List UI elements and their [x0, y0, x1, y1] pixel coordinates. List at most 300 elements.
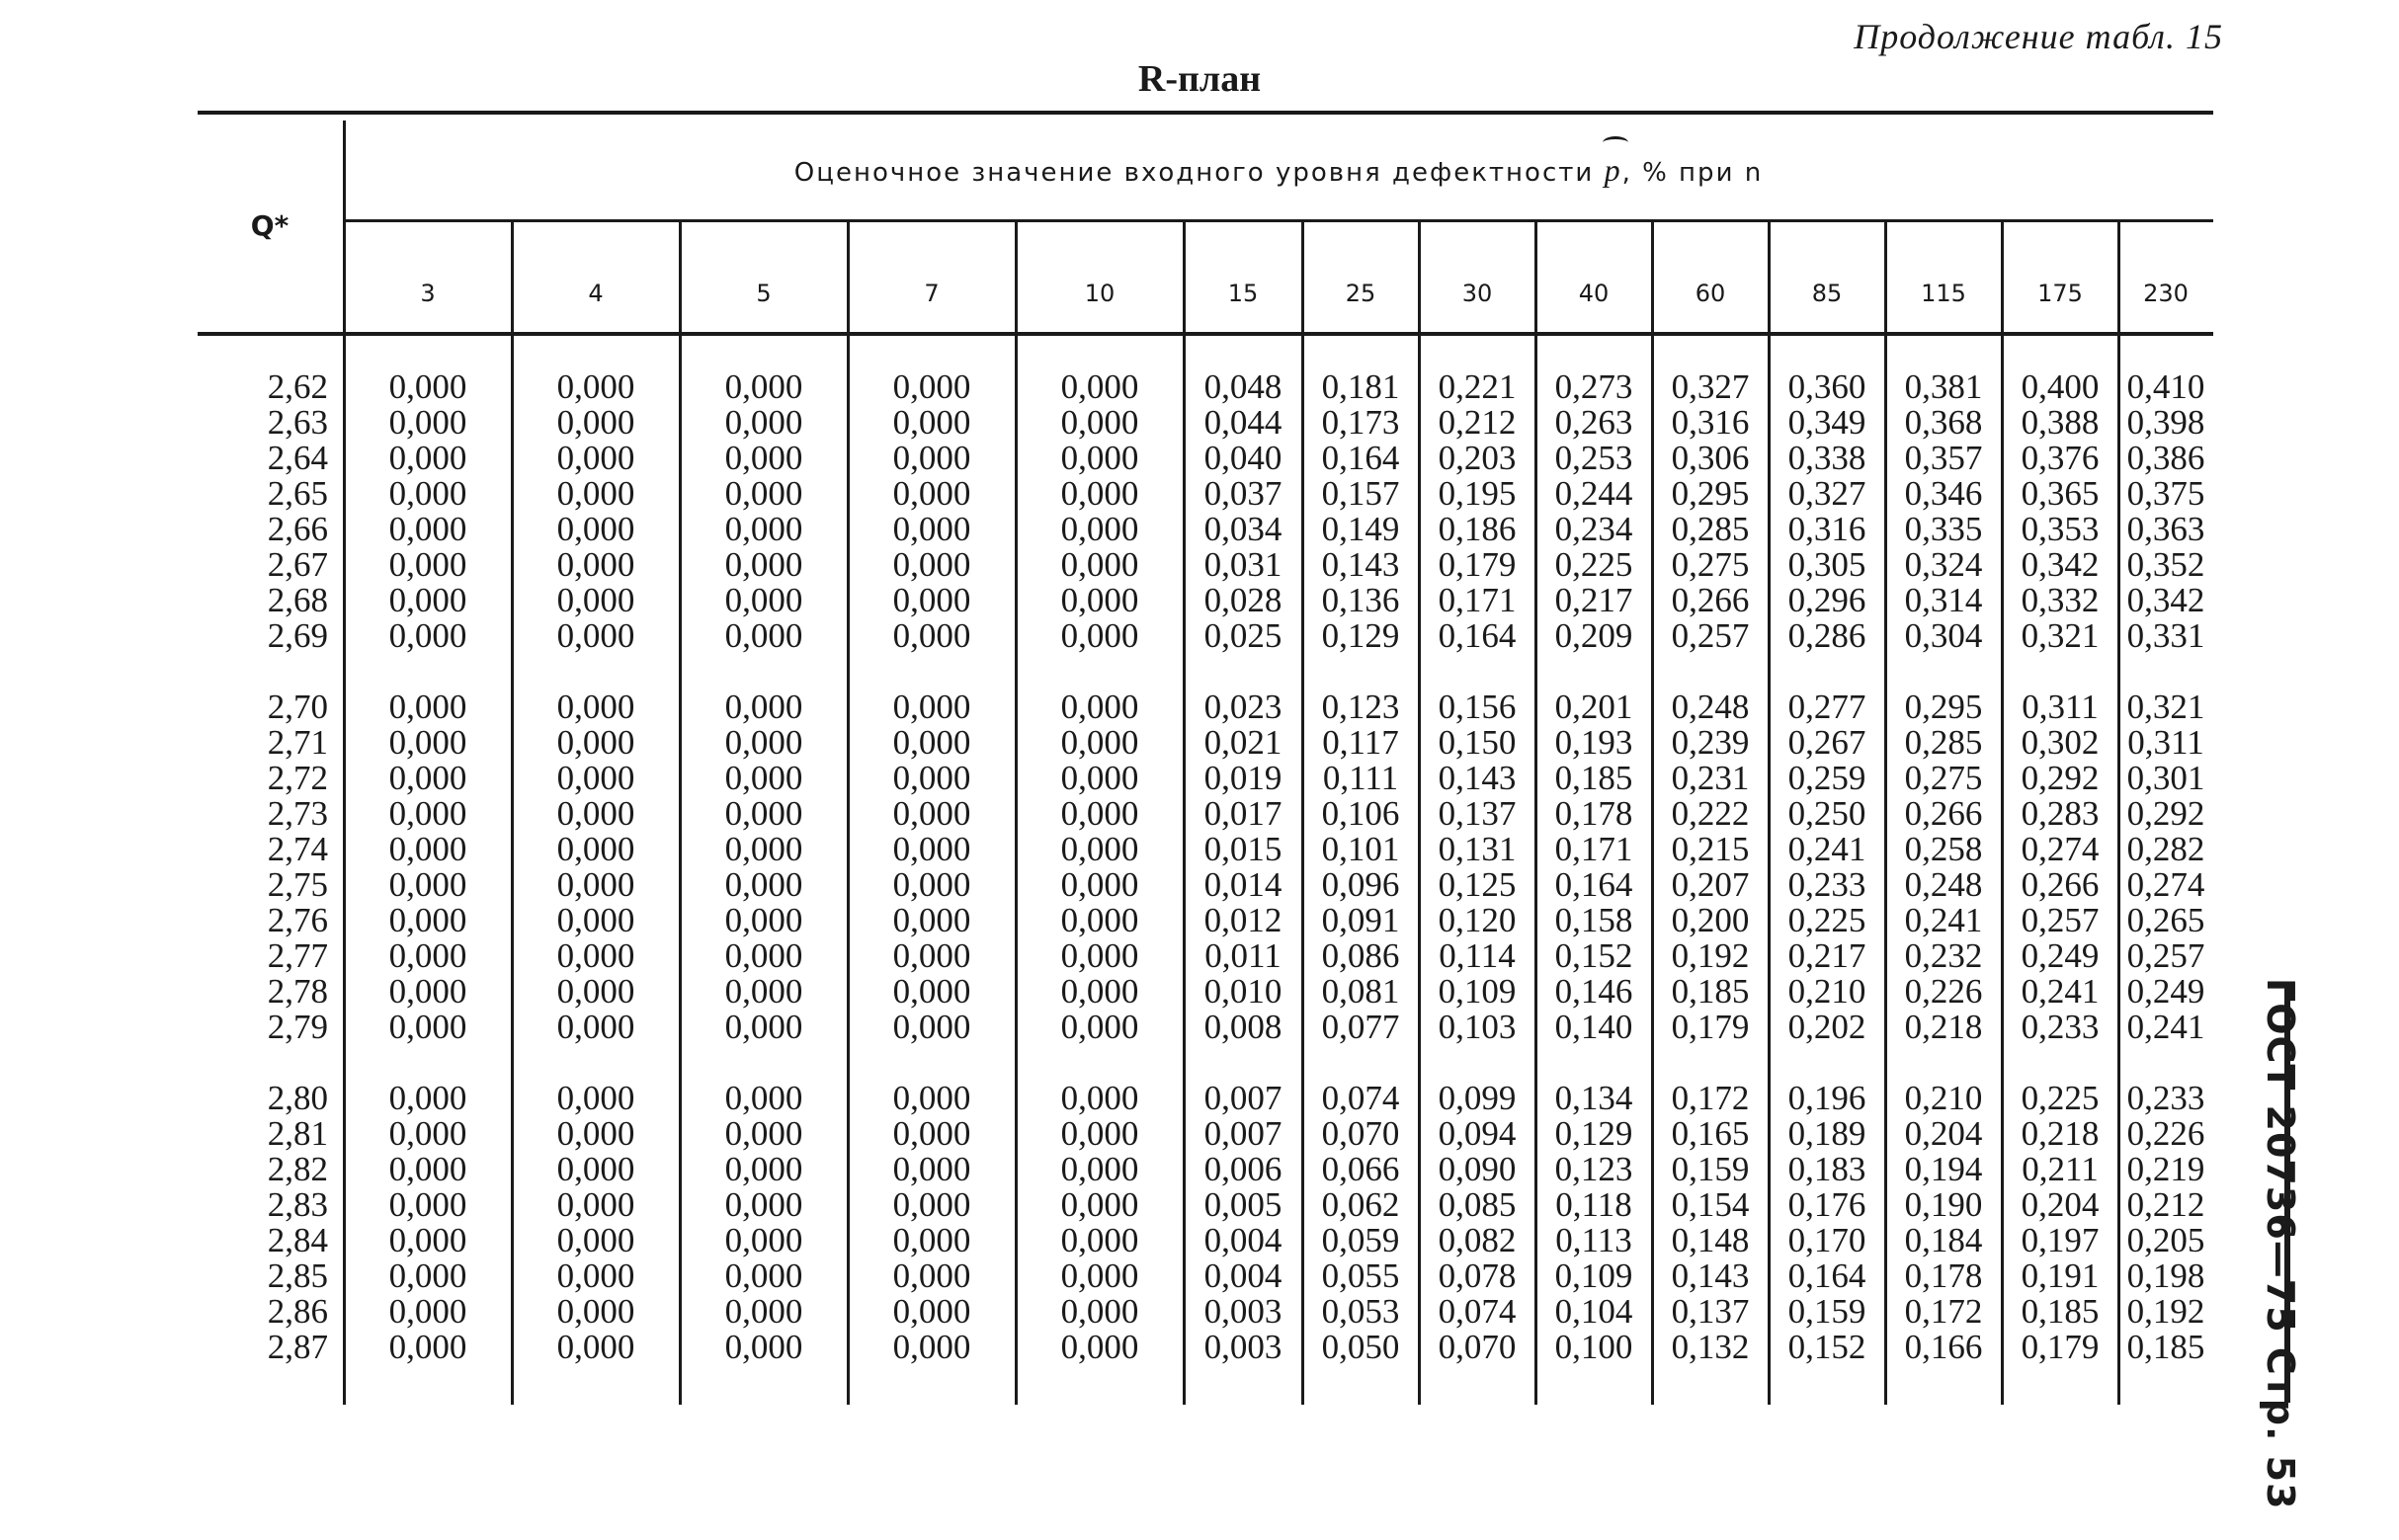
table-row	[198, 512, 2213, 547]
value-cell: 0,000	[892, 972, 971, 1011]
value-cell: 0,000	[892, 1221, 971, 1259]
value-cell: 0,233	[2126, 1079, 2205, 1117]
value-cell: 0,000	[388, 1079, 467, 1117]
value-cell: 0,331	[2126, 616, 2205, 655]
value-cell: 0,120	[1438, 901, 1517, 939]
value-cell: 0,000	[892, 794, 971, 833]
value-cell: 0,000	[724, 688, 803, 726]
value-cell: 0,131	[1438, 830, 1517, 868]
q-cell: 2,78	[267, 972, 328, 1011]
value-cell: 0,176	[1787, 1185, 1866, 1224]
q-cell: 2,63	[267, 403, 328, 442]
value-cell: 0,388	[2021, 403, 2100, 442]
value-cell: 0,154	[1671, 1185, 1750, 1224]
value-cell: 0,019	[1203, 759, 1282, 797]
value-cell: 0,000	[724, 972, 803, 1011]
value-cell: 0,000	[724, 723, 803, 762]
n-header-cell: 230	[2143, 280, 2189, 307]
q-cell: 2,71	[267, 723, 328, 762]
value-cell: 0,028	[1203, 581, 1282, 619]
q-cell: 2,65	[267, 474, 328, 513]
value-cell: 0,311	[2022, 688, 2099, 726]
value-cell: 0,352	[2126, 545, 2205, 584]
value-cell: 0,368	[1904, 403, 1983, 442]
value-cell: 0,000	[892, 1292, 971, 1331]
value-cell: 0,200	[1671, 901, 1750, 939]
value-cell: 0,342	[2021, 545, 2100, 584]
value-cell: 0,000	[1060, 794, 1139, 833]
value-cell: 0,152	[1554, 936, 1633, 975]
value-cell: 0,000	[724, 1079, 803, 1117]
q-cell: 2,62	[267, 367, 328, 406]
value-cell: 0,000	[1060, 1221, 1139, 1259]
value-cell: 0,008	[1203, 1008, 1282, 1046]
value-cell: 0,000	[1060, 1079, 1139, 1117]
value-cell: 0,000	[1060, 581, 1139, 619]
value-cell: 0,248	[1904, 865, 1983, 904]
value-cell: 0,117	[1322, 723, 1399, 762]
value-cell: 0,353	[2021, 510, 2100, 548]
value-cell: 0,000	[1060, 1185, 1139, 1224]
header-bottom-rule	[198, 332, 2213, 336]
value-cell: 0,000	[724, 1114, 803, 1153]
q-cell: 2,76	[267, 901, 328, 939]
value-cell: 0,000	[892, 1185, 971, 1224]
value-cell: 0,066	[1321, 1150, 1400, 1188]
value-cell: 0,000	[724, 830, 803, 868]
value-cell: 0,210	[1787, 972, 1866, 1011]
value-cell: 0,000	[892, 865, 971, 904]
value-cell: 0,211	[2022, 1150, 2099, 1188]
value-cell: 0,201	[1554, 688, 1633, 726]
value-cell: 0,148	[1671, 1221, 1750, 1259]
table-row	[198, 1258, 2213, 1294]
value-cell: 0,000	[556, 936, 635, 975]
value-cell: 0,000	[892, 688, 971, 726]
value-cell: 0,000	[724, 367, 803, 406]
table-row	[198, 725, 2213, 761]
value-cell: 0,159	[1787, 1292, 1866, 1331]
value-cell: 0,134	[1554, 1079, 1633, 1117]
value-cell: 0,259	[1787, 759, 1866, 797]
q-cell: 2,74	[267, 830, 328, 868]
value-cell: 0,000	[892, 1114, 971, 1153]
value-cell: 0,007	[1203, 1114, 1282, 1153]
value-cell: 0,000	[724, 1256, 803, 1295]
group-header-suffix: , % при n	[1621, 158, 1764, 188]
value-cell: 0,324	[1904, 545, 1983, 584]
value-cell: 0,000	[892, 403, 971, 442]
value-cell: 0,000	[892, 1150, 971, 1188]
value-cell: 0,140	[1554, 1008, 1633, 1046]
value-cell: 0,000	[556, 616, 635, 655]
value-cell: 0,192	[2126, 1292, 2205, 1331]
value-cell: 0,000	[724, 403, 803, 442]
q-cell: 2,68	[267, 581, 328, 619]
value-cell: 0,207	[1671, 865, 1750, 904]
value-cell: 0,000	[724, 901, 803, 939]
value-cell: 0,000	[556, 688, 635, 726]
value-cell: 0,113	[1555, 1221, 1632, 1259]
value-cell: 0,000	[388, 1008, 467, 1046]
value-cell: 0,000	[724, 759, 803, 797]
value-cell: 0,225	[1554, 545, 1633, 584]
value-cell: 0,205	[2126, 1221, 2205, 1259]
table-row	[198, 1294, 2213, 1330]
q-cell: 2,75	[267, 865, 328, 904]
value-cell: 0,143	[1438, 759, 1517, 797]
q-cell: 2,66	[267, 510, 328, 548]
value-cell: 0,267	[1787, 723, 1866, 762]
value-cell: 0,094	[1438, 1114, 1517, 1153]
value-cell: 0,082	[1438, 1221, 1517, 1259]
value-cell: 0,000	[1060, 510, 1139, 548]
value-cell: 0,000	[1060, 1008, 1139, 1046]
value-cell: 0,000	[556, 1256, 635, 1295]
value-cell: 0,000	[556, 830, 635, 868]
value-cell: 0,000	[1060, 723, 1139, 762]
value-cell: 0,203	[1438, 439, 1517, 477]
value-cell: 0,285	[1904, 723, 1983, 762]
value-cell: 0,000	[556, 581, 635, 619]
value-cell: 0,000	[388, 972, 467, 1011]
table-row	[198, 1330, 2213, 1365]
table-row	[198, 547, 2213, 583]
value-cell: 0,015	[1203, 830, 1282, 868]
value-cell: 0,000	[1060, 545, 1139, 584]
value-cell: 0,090	[1438, 1150, 1517, 1188]
value-cell: 0,077	[1321, 1008, 1400, 1046]
value-cell: 0,000	[556, 1221, 635, 1259]
value-cell: 0,275	[1671, 545, 1750, 584]
q-cell: 2,85	[267, 1256, 328, 1295]
value-cell: 0,000	[724, 1292, 803, 1331]
value-cell: 0,074	[1438, 1292, 1517, 1331]
value-cell: 0,192	[1671, 936, 1750, 975]
value-cell: 0,050	[1321, 1328, 1400, 1366]
value-cell: 0,109	[1438, 972, 1517, 1011]
value-cell: 0,233	[2021, 1008, 2100, 1046]
value-cell: 0,156	[1438, 688, 1517, 726]
value-cell: 0,037	[1203, 474, 1282, 513]
value-cell: 0,194	[1904, 1150, 1983, 1188]
table-row	[198, 903, 2213, 938]
value-cell: 0,074	[1321, 1079, 1400, 1117]
value-cell: 0,003	[1203, 1292, 1282, 1331]
value-cell: 0,000	[388, 865, 467, 904]
value-cell: 0,000	[388, 367, 467, 406]
value-cell: 0,266	[1904, 794, 1983, 833]
value-cell: 0,000	[556, 510, 635, 548]
value-cell: 0,000	[388, 1185, 467, 1224]
value-cell: 0,212	[1438, 403, 1517, 442]
n-header-cell: 40	[1578, 280, 1610, 307]
value-cell: 0,164	[1787, 1256, 1866, 1295]
value-cell: 0,000	[388, 830, 467, 868]
value-cell: 0,363	[2126, 510, 2205, 548]
value-cell: 0,000	[388, 1256, 467, 1295]
value-cell: 0,078	[1438, 1256, 1517, 1295]
value-cell: 0,335	[1904, 510, 1983, 548]
value-cell: 0,338	[1787, 439, 1866, 477]
value-cell: 0,000	[724, 545, 803, 584]
q-cell: 2,84	[267, 1221, 328, 1259]
value-cell: 0,179	[2021, 1328, 2100, 1366]
value-cell: 0,283	[2021, 794, 2100, 833]
value-cell: 0,017	[1203, 794, 1282, 833]
value-cell: 0,000	[1060, 759, 1139, 797]
value-cell: 0,314	[1904, 581, 1983, 619]
group-header-prefix: Оценочное значение входного уровня дефектности	[793, 158, 1605, 188]
value-cell: 0,226	[1904, 972, 1983, 1011]
value-cell: 0,086	[1321, 936, 1400, 975]
value-cell: 0,000	[724, 794, 803, 833]
value-cell: 0,000	[556, 723, 635, 762]
n-header-cell: 85	[1811, 280, 1843, 307]
value-cell: 0,012	[1203, 901, 1282, 939]
value-cell: 0,025	[1203, 616, 1282, 655]
value-cell: 0,357	[1904, 439, 1983, 477]
value-cell: 0,166	[1904, 1328, 1983, 1366]
q-cell: 2,67	[267, 545, 328, 584]
value-cell: 0,196	[1787, 1079, 1866, 1117]
q-cell: 2,83	[267, 1185, 328, 1224]
value-cell: 0,000	[556, 474, 635, 513]
value-cell: 0,000	[556, 367, 635, 406]
value-cell: 0,225	[1787, 901, 1866, 939]
table-row	[198, 1081, 2213, 1116]
value-cell: 0,000	[388, 1114, 467, 1153]
value-cell: 0,173	[1321, 403, 1400, 442]
value-cell: 0,000	[388, 794, 467, 833]
value-cell: 0,000	[388, 545, 467, 584]
table-row	[198, 1152, 2213, 1187]
table-top-rule	[198, 111, 2213, 115]
value-cell: 0,400	[2021, 367, 2100, 406]
value-cell: 0,000	[724, 1185, 803, 1224]
value-cell: 0,000	[892, 1008, 971, 1046]
value-cell: 0,099	[1438, 1079, 1517, 1117]
value-cell: 0,204	[2021, 1185, 2100, 1224]
value-cell: 0,215	[1671, 830, 1750, 868]
value-cell: 0,005	[1203, 1185, 1282, 1224]
value-cell: 0,305	[1787, 545, 1866, 584]
value-cell: 0,104	[1554, 1292, 1633, 1331]
n-header-cell: 5	[756, 280, 772, 307]
q-cell: 2,70	[267, 688, 328, 726]
value-cell: 0,178	[1554, 794, 1633, 833]
value-cell: 0,000	[556, 403, 635, 442]
value-cell: 0,210	[1904, 1079, 1983, 1117]
value-cell: 0,123	[1554, 1150, 1633, 1188]
value-cell: 0,023	[1203, 688, 1282, 726]
value-cell: 0,398	[2126, 403, 2205, 442]
value-cell: 0,381	[1904, 367, 1983, 406]
value-cell: 0,185	[2126, 1328, 2205, 1366]
value-cell: 0,000	[1060, 901, 1139, 939]
value-cell: 0,000	[724, 581, 803, 619]
value-cell: 0,048	[1203, 367, 1282, 406]
value-cell: 0,000	[724, 936, 803, 975]
value-cell: 0,232	[1904, 936, 1983, 975]
table-row	[198, 796, 2213, 832]
value-cell: 0,000	[388, 403, 467, 442]
value-cell: 0,209	[1554, 616, 1633, 655]
q-cell: 2,73	[267, 794, 328, 833]
n-header-cell: 7	[924, 280, 940, 307]
value-cell: 0,185	[1671, 972, 1750, 1011]
value-cell: 0,044	[1203, 403, 1282, 442]
value-cell: 0,021	[1203, 723, 1282, 762]
value-cell: 0,114	[1439, 936, 1516, 975]
value-cell: 0,129	[1554, 1114, 1633, 1153]
value-cell: 0,000	[892, 830, 971, 868]
group-header-rule	[344, 219, 2213, 222]
value-cell: 0,152	[1787, 1328, 1866, 1366]
value-cell: 0,257	[2126, 936, 2205, 975]
value-cell: 0,191	[2021, 1256, 2100, 1295]
value-cell: 0,000	[388, 510, 467, 548]
value-cell: 0,000	[556, 1185, 635, 1224]
table-row	[198, 1223, 2213, 1258]
value-cell: 0,085	[1438, 1185, 1517, 1224]
value-cell: 0,304	[1904, 616, 1983, 655]
value-cell: 0,000	[892, 474, 971, 513]
n-header-cell: 15	[1227, 280, 1259, 307]
value-cell: 0,000	[1060, 1150, 1139, 1188]
value-cell: 0,137	[1438, 794, 1517, 833]
value-cell: 0,273	[1554, 367, 1633, 406]
value-cell: 0,221	[1438, 367, 1517, 406]
value-cell: 0,316	[1787, 510, 1866, 548]
value-cell: 0,365	[2021, 474, 2100, 513]
value-cell: 0,109	[1554, 1256, 1633, 1295]
value-cell: 0,301	[2126, 759, 2205, 797]
value-cell: 0,000	[388, 688, 467, 726]
value-cell: 0,257	[1671, 616, 1750, 655]
value-cell: 0,000	[388, 936, 467, 975]
value-cell: 0,000	[892, 439, 971, 477]
value-cell: 0,000	[556, 1079, 635, 1117]
value-cell: 0,006	[1203, 1150, 1282, 1188]
value-cell: 0,000	[556, 1008, 635, 1046]
value-cell: 0,000	[388, 439, 467, 477]
value-cell: 0,218	[2021, 1114, 2100, 1153]
value-cell: 0,007	[1203, 1079, 1282, 1117]
value-cell: 0,129	[1321, 616, 1400, 655]
table-row	[198, 689, 2213, 725]
value-cell: 0,181	[1321, 367, 1400, 406]
value-cell: 0,376	[2021, 439, 2100, 477]
value-cell: 0,179	[1671, 1008, 1750, 1046]
value-cell: 0,000	[892, 759, 971, 797]
value-cell: 0,292	[2126, 794, 2205, 833]
value-cell: 0,055	[1321, 1256, 1400, 1295]
n-header-cell: 30	[1461, 280, 1493, 307]
data-table	[198, 111, 2213, 1415]
value-cell: 0,059	[1321, 1221, 1400, 1259]
value-cell: 0,000	[724, 1008, 803, 1046]
value-cell: 0,146	[1554, 972, 1633, 1011]
value-cell: 0,349	[1787, 403, 1866, 442]
table-row	[198, 1010, 2213, 1045]
value-cell: 0,062	[1321, 1185, 1400, 1224]
value-cell: 0,360	[1787, 367, 1866, 406]
q-cell: 2,87	[267, 1328, 328, 1366]
value-cell: 0,189	[1787, 1114, 1866, 1153]
value-cell: 0,000	[1060, 1256, 1139, 1295]
value-cell: 0,125	[1438, 865, 1517, 904]
value-cell: 0,010	[1203, 972, 1282, 1011]
value-cell: 0,185	[2021, 1292, 2100, 1331]
value-cell: 0,410	[2126, 367, 2205, 406]
value-cell: 0,286	[1787, 616, 1866, 655]
value-cell: 0,000	[556, 865, 635, 904]
value-cell: 0,081	[1321, 972, 1400, 1011]
value-cell: 0,186	[1438, 510, 1517, 548]
value-cell: 0,375	[2126, 474, 2205, 513]
value-cell: 0,234	[1554, 510, 1633, 548]
value-cell: 0,000	[388, 723, 467, 762]
value-cell: 0,275	[1904, 759, 1983, 797]
value-cell: 0,282	[2126, 830, 2205, 868]
value-cell: 0,000	[1060, 865, 1139, 904]
value-cell: 0,000	[388, 1150, 467, 1188]
value-cell: 0,000	[388, 1221, 467, 1259]
value-cell: 0,000	[1060, 1292, 1139, 1331]
value-cell: 0,000	[556, 1150, 635, 1188]
q-cell: 2,81	[267, 1114, 328, 1153]
value-cell: 0,150	[1438, 723, 1517, 762]
value-cell: 0,000	[724, 474, 803, 513]
value-cell: 0,003	[1203, 1328, 1282, 1366]
value-cell: 0,241	[2126, 1008, 2205, 1046]
value-cell: 0,184	[1904, 1221, 1983, 1259]
value-cell: 0,000	[892, 510, 971, 548]
value-cell: 0,197	[2021, 1221, 2100, 1259]
value-cell: 0,190	[1904, 1185, 1983, 1224]
value-cell: 0,218	[1904, 1008, 1983, 1046]
value-cell: 0,123	[1321, 688, 1400, 726]
value-cell: 0,040	[1203, 439, 1282, 477]
value-cell: 0,302	[2021, 723, 2100, 762]
value-cell: 0,266	[1671, 581, 1750, 619]
value-cell: 0,274	[2021, 830, 2100, 868]
value-cell: 0,292	[2021, 759, 2100, 797]
value-cell: 0,000	[556, 759, 635, 797]
value-cell: 0,253	[1554, 439, 1633, 477]
value-cell: 0,217	[1554, 581, 1633, 619]
table-row	[198, 1187, 2213, 1223]
n-header-cell: 175	[2037, 280, 2083, 307]
value-cell: 0,332	[2021, 581, 2100, 619]
value-cell: 0,000	[556, 901, 635, 939]
value-cell: 0,000	[388, 901, 467, 939]
value-cell: 0,164	[1321, 439, 1400, 477]
value-cell: 0,159	[1671, 1150, 1750, 1188]
value-cell: 0,000	[1060, 830, 1139, 868]
n-header-cell: 3	[420, 280, 436, 307]
value-cell: 0,263	[1554, 403, 1633, 442]
value-cell: 0,103	[1438, 1008, 1517, 1046]
table-row	[198, 369, 2213, 405]
value-cell: 0,327	[1787, 474, 1866, 513]
value-cell: 0,000	[556, 1114, 635, 1153]
value-cell: 0,386	[2126, 439, 2205, 477]
value-cell: 0,321	[2021, 616, 2100, 655]
value-cell: 0,137	[1671, 1292, 1750, 1331]
value-cell: 0,296	[1787, 581, 1866, 619]
